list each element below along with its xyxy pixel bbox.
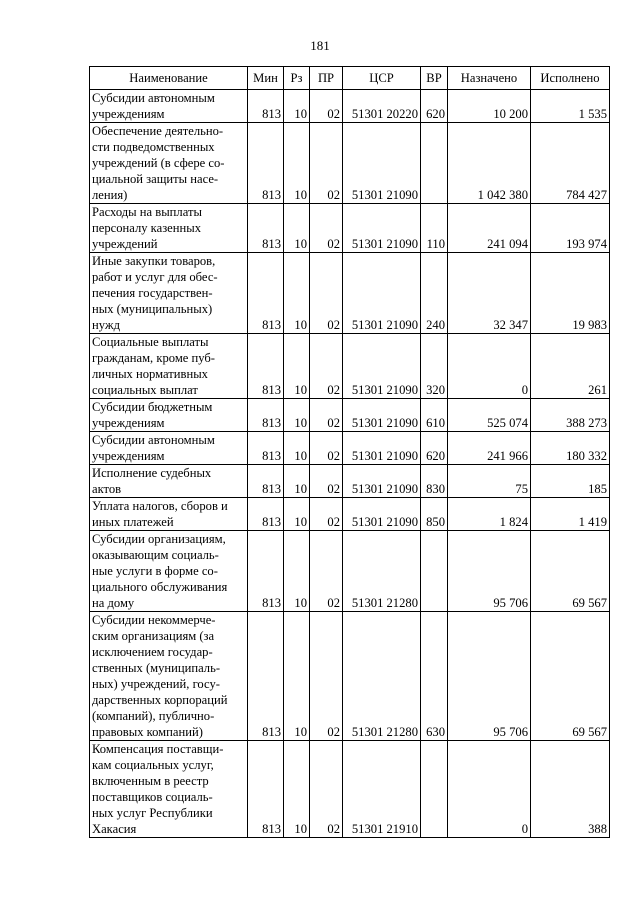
cell-vr: 620 [421,432,448,465]
cell-pr: 02 [310,123,343,204]
cell-vr: 610 [421,399,448,432]
cell-name-line: ные услуги в форме со- [92,564,218,578]
cell-assigned: 241 966 [448,432,531,465]
cell-executed: 180 332 [531,432,610,465]
cell-name-line: ных услуг Республики [92,806,213,820]
cell-min: 813 [248,498,284,531]
cell-min: 813 [248,432,284,465]
cell-min: 813 [248,204,284,253]
cell-pr: 02 [310,204,343,253]
table-row [90,432,610,465]
cell-name-line: Хакасия [92,822,137,836]
cell-name-line: кам социальных услуг, [92,758,214,772]
cell-min: 813 [248,465,284,498]
cell-assigned: 1 824 [448,498,531,531]
cell-assigned: 0 [448,741,531,838]
cell-min: 813 [248,741,284,838]
cell-assigned: 75 [448,465,531,498]
cell-name-line: Исполнение судебных [92,466,212,480]
cell-name-line: ных) учреждений, госу- [92,677,220,691]
cell-name-line: учреждениям [92,416,165,430]
table-row [90,90,610,123]
budget-table [89,66,610,838]
cell-name-line: Субсидии некоммерче- [92,613,216,627]
cell-csr: 51301 21280 [343,531,421,612]
cell-name-line: Социальные выплаты [92,335,209,349]
cell-name-line: персоналу казенных [92,221,202,235]
header-rz: Рз [284,67,310,90]
cell-name-line: Иные закупки товаров, [92,254,216,268]
cell-name-line: учреждений (в сфере со- [92,156,225,170]
header-min: Мин [248,67,284,90]
cell-name [90,531,248,612]
cell-name [90,432,248,465]
cell-vr: 110 [421,204,448,253]
cell-assigned: 525 074 [448,399,531,432]
cell-pr: 02 [310,498,343,531]
cell-csr: 51301 21090 [343,498,421,531]
cell-name-line: Субсидии автономным [92,433,215,447]
cell-name-line: включенным в реестр [92,774,209,788]
cell-name-line: учреждениям [92,449,165,463]
cell-name-line: циальной защиты насе- [92,172,219,186]
cell-name [90,204,248,253]
table-row [90,612,610,741]
cell-csr: 51301 21280 [343,612,421,741]
header-csr: ЦСР [343,67,421,90]
header-executed: Исполнено [531,67,610,90]
cell-assigned: 0 [448,334,531,399]
cell-csr: 51301 21090 [343,123,421,204]
cell-name-line: Субсидии организациям, [92,532,226,546]
header-name: Наименование [90,67,248,90]
cell-executed: 1 535 [531,90,610,123]
cell-vr: 620 [421,90,448,123]
cell-assigned: 32 347 [448,253,531,334]
cell-executed: 784 427 [531,123,610,204]
cell-name-line: оказывающим социаль- [92,548,219,562]
cell-rz: 10 [284,612,310,741]
cell-min: 813 [248,334,284,399]
cell-assigned: 241 094 [448,204,531,253]
cell-vr: 630 [421,612,448,741]
cell-min: 813 [248,399,284,432]
cell-min: 813 [248,531,284,612]
table-row [90,399,610,432]
table-row [90,531,610,612]
cell-name-line: сти подведомственных [92,140,215,154]
cell-rz: 10 [284,399,310,432]
cell-name-line: поставщиков социаль- [92,790,213,804]
header-pr: ПР [310,67,343,90]
cell-name [90,90,248,123]
cell-csr: 51301 20220 [343,90,421,123]
cell-rz: 10 [284,741,310,838]
cell-name [90,465,248,498]
cell-vr: 240 [421,253,448,334]
cell-name-line: исключением государ- [92,645,213,659]
cell-rz: 10 [284,253,310,334]
cell-executed: 185 [531,465,610,498]
header-assigned: Назначено [448,67,531,90]
cell-name-line: личных нормативных [92,367,208,381]
cell-name [90,741,248,838]
cell-name [90,123,248,204]
cell-executed: 261 [531,334,610,399]
cell-pr: 02 [310,741,343,838]
cell-executed: 69 567 [531,612,610,741]
cell-name-line: ственных (муниципаль- [92,661,221,675]
cell-name-line: ных (муниципальных) [92,302,213,316]
cell-csr: 51301 21090 [343,334,421,399]
cell-vr [421,531,448,612]
cell-pr: 02 [310,90,343,123]
cell-name-line: актов [92,482,122,496]
cell-vr: 830 [421,465,448,498]
cell-rz: 10 [284,531,310,612]
table-row [90,204,610,253]
cell-pr: 02 [310,432,343,465]
cell-name-line: Расходы на выплаты [92,205,202,219]
cell-csr: 51301 21090 [343,204,421,253]
cell-name-line: иных платежей [92,515,174,529]
table-row [90,741,610,838]
cell-assigned: 95 706 [448,531,531,612]
table-row [90,465,610,498]
cell-pr: 02 [310,253,343,334]
table-row [90,253,610,334]
table-row [90,123,610,204]
cell-name [90,253,248,334]
cell-rz: 10 [284,432,310,465]
cell-vr [421,123,448,204]
cell-name-line: (компаний), публично- [92,709,215,723]
cell-name [90,498,248,531]
cell-name-line: социальных выплат [92,383,198,397]
cell-name-line: на дому [92,596,135,610]
header-vr: ВР [421,67,448,90]
cell-name-line: гражданам, кроме пуб- [92,351,215,365]
cell-executed: 388 273 [531,399,610,432]
table-row [90,334,610,399]
table-row [90,498,610,531]
cell-name-line: циального обслуживания [92,580,228,594]
cell-executed: 69 567 [531,531,610,612]
table-body [90,90,610,838]
cell-assigned: 1 042 380 [448,123,531,204]
cell-pr: 02 [310,399,343,432]
cell-name-line: ским организациям (за [92,629,215,643]
cell-executed: 19 983 [531,253,610,334]
cell-name [90,334,248,399]
cell-csr: 51301 21910 [343,741,421,838]
cell-rz: 10 [284,334,310,399]
cell-min: 813 [248,612,284,741]
cell-name-line: нужд [92,318,120,332]
cell-pr: 02 [310,612,343,741]
cell-vr [421,741,448,838]
cell-executed: 1 419 [531,498,610,531]
cell-csr: 51301 21090 [343,465,421,498]
cell-name [90,399,248,432]
cell-rz: 10 [284,90,310,123]
cell-assigned: 95 706 [448,612,531,741]
cell-pr: 02 [310,334,343,399]
cell-name-line: Субсидии бюджетным [92,400,213,414]
cell-csr: 51301 21090 [343,399,421,432]
cell-vr: 850 [421,498,448,531]
cell-pr: 02 [310,531,343,612]
cell-name-line: учреждениям [92,107,165,121]
cell-vr: 320 [421,334,448,399]
cell-assigned: 10 200 [448,90,531,123]
cell-name-line: дарственных корпораций [92,693,228,707]
cell-executed: 193 974 [531,204,610,253]
cell-rz: 10 [284,465,310,498]
table-header-row [90,67,610,90]
cell-name-line: учреждений [92,237,158,251]
cell-min: 813 [248,123,284,204]
cell-name-line: Компенсация поставщи- [92,742,224,756]
cell-name-line: правовых компаний) [92,725,203,739]
cell-csr: 51301 21090 [343,432,421,465]
cell-pr: 02 [310,465,343,498]
cell-rz: 10 [284,123,310,204]
cell-name-line: печения государствен- [92,286,213,300]
cell-rz: 10 [284,498,310,531]
cell-rz: 10 [284,204,310,253]
cell-name-line: Субсидии автономным [92,91,215,105]
cell-name-line: Обеспечение деятельно- [92,124,224,138]
page-number: 181 [310,38,330,53]
cell-csr: 51301 21090 [343,253,421,334]
cell-min: 813 [248,90,284,123]
cell-name-line: Уплата налогов, сборов и [92,499,228,513]
cell-name-line: ления) [92,188,128,202]
cell-min: 813 [248,253,284,334]
cell-executed: 388 [531,741,610,838]
cell-name-line: работ и услуг для обес- [92,270,218,284]
cell-name [90,612,248,741]
